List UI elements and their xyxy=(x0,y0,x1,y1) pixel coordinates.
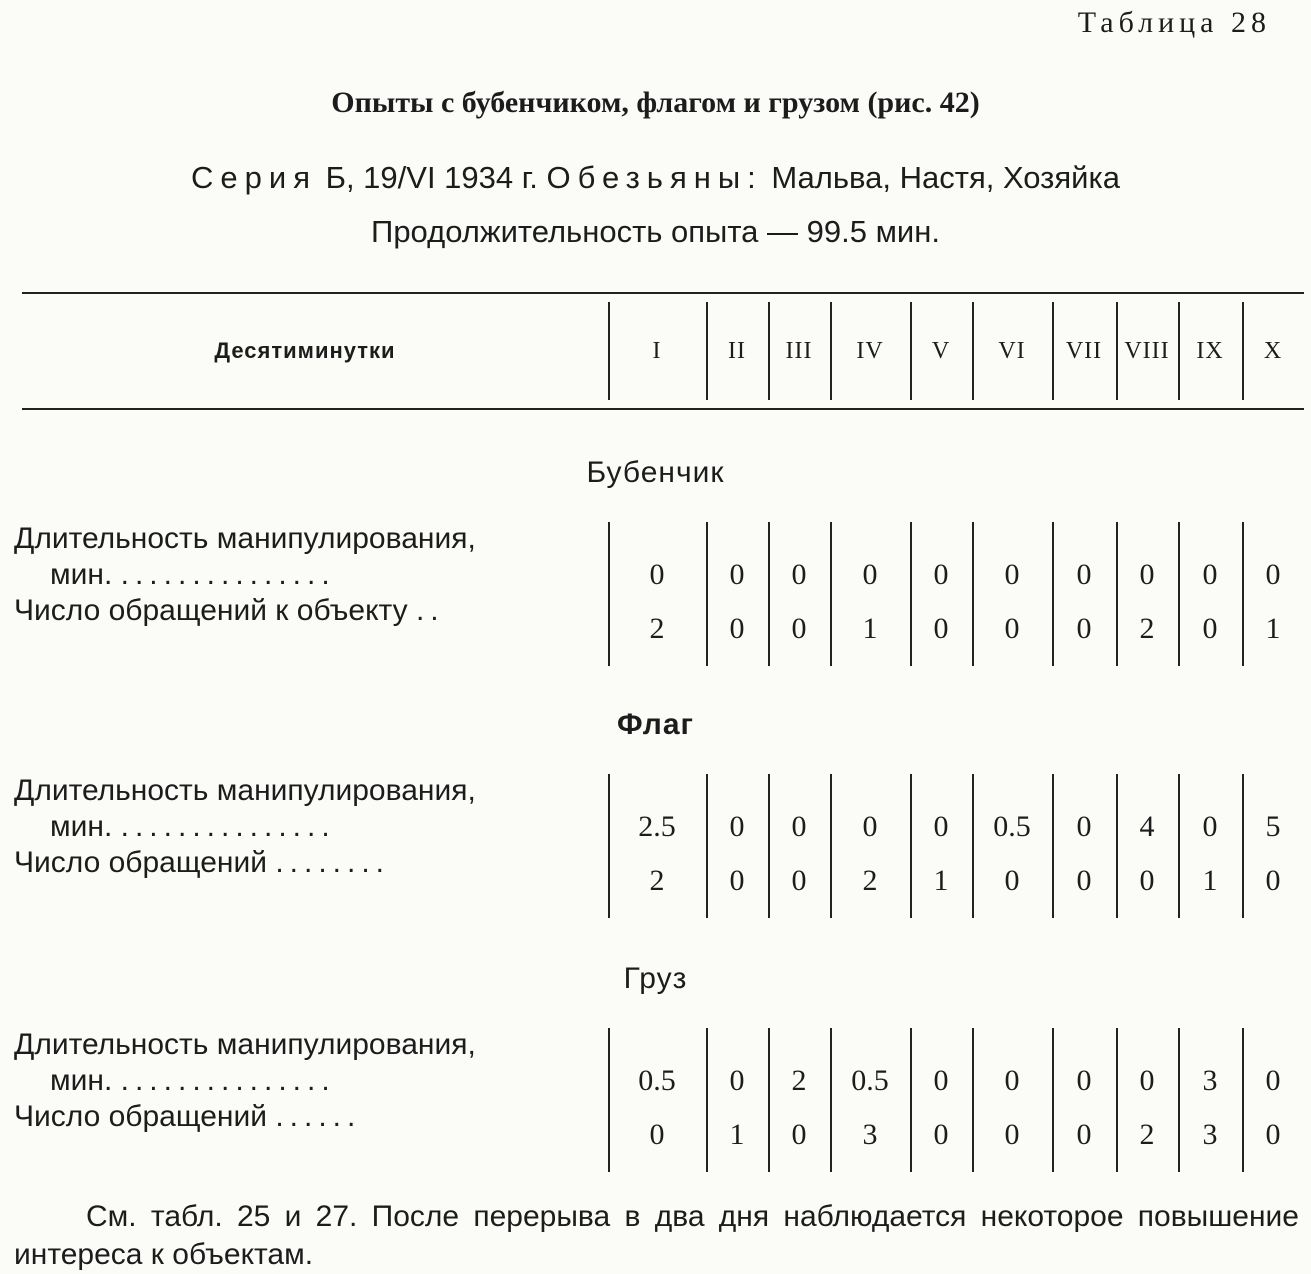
leader-dots: .. xyxy=(415,594,445,627)
table-cell: 1 xyxy=(933,864,949,897)
table-cell: 0 xyxy=(1076,558,1092,591)
column-rule xyxy=(910,302,912,400)
table-cell: 0 xyxy=(933,1118,949,1151)
column-rule xyxy=(706,774,708,918)
table-cell: 3 xyxy=(862,1118,878,1151)
column-header: I xyxy=(652,338,662,364)
column-rule xyxy=(1052,1028,1054,1172)
row-label-line: Длительность манипулирования, xyxy=(14,774,476,807)
column-rule xyxy=(1116,774,1118,918)
section-title: Груз xyxy=(623,962,688,995)
column-header: IV xyxy=(856,338,884,364)
row-label-line: Длительность манипулирования, xyxy=(14,1028,476,1061)
row-label-line: Число обращений к объекту xyxy=(14,594,408,627)
column-rule xyxy=(768,1028,770,1172)
table-cell: 2 xyxy=(1139,612,1155,645)
table-cell: 0 xyxy=(791,612,807,645)
series-word: Серия xyxy=(191,160,317,195)
table-cell: 0 xyxy=(1202,612,1218,645)
column-rule xyxy=(1178,522,1180,666)
table-cell: 2 xyxy=(1139,1118,1155,1151)
table-cell: 0 xyxy=(1076,612,1092,645)
table-cell: 0 xyxy=(649,558,665,591)
leader-dots: ............... xyxy=(120,810,336,843)
table-cell: 0 xyxy=(1265,864,1281,897)
column-rule xyxy=(910,1028,912,1172)
column-rule xyxy=(768,774,770,918)
column-rule xyxy=(706,302,708,400)
column-rule xyxy=(768,522,770,666)
table-cell: 0 xyxy=(1202,810,1218,843)
series-info: Б, 19/VI 1934 г. xyxy=(317,160,547,195)
table-title: Опыты с бубенчиком, флагом и грузом (рис. 42) xyxy=(331,86,980,119)
row-label-line: мин. xyxy=(50,558,113,591)
table-cell: 2 xyxy=(649,864,665,897)
table-cell: 2 xyxy=(862,864,878,897)
table-cell: 0 xyxy=(1004,1118,1020,1151)
column-rule xyxy=(1242,302,1244,400)
table-cell: 1 xyxy=(1265,612,1281,645)
column-rule xyxy=(1242,522,1244,666)
table-cell: 3 xyxy=(1202,1064,1218,1097)
column-rule xyxy=(1242,1028,1244,1172)
table-cell: 0 xyxy=(729,810,745,843)
column-rule xyxy=(972,1028,974,1172)
table-cell: 0 xyxy=(791,558,807,591)
table-cell: 0 xyxy=(1004,1064,1020,1097)
column-rule xyxy=(608,1028,610,1172)
table-cell: 5 xyxy=(1265,810,1281,843)
row-label-count xyxy=(14,594,445,628)
table-cell: 0 xyxy=(1265,1064,1281,1097)
column-rule xyxy=(768,302,770,400)
header-bottom-rule xyxy=(22,408,1304,410)
column-rule xyxy=(1052,302,1054,400)
column-rule xyxy=(608,522,610,666)
column-rule xyxy=(1178,774,1180,918)
table-cell: 0 xyxy=(729,558,745,591)
table-cell: 0 xyxy=(791,1118,807,1151)
row-label-count xyxy=(14,846,390,880)
column-rule xyxy=(1242,774,1244,918)
table-cell: 0 xyxy=(729,864,745,897)
column-rule xyxy=(1178,1028,1180,1172)
column-header: VI xyxy=(998,338,1026,364)
table-number: Таблица 28 xyxy=(1077,6,1271,39)
monkeys-word: Обезьяны: xyxy=(546,160,763,195)
table-cell: 0 xyxy=(1076,1064,1092,1097)
column-rule xyxy=(608,302,610,400)
column-rule xyxy=(706,522,708,666)
table-cell: 0 xyxy=(791,864,807,897)
row-label-unit xyxy=(50,1064,336,1098)
row-label-duration xyxy=(14,1028,476,1062)
row-label-line: Число обращений xyxy=(14,1100,267,1133)
table-cell: 0 xyxy=(933,1064,949,1097)
table-cell: 0 xyxy=(862,810,878,843)
column-rule xyxy=(1178,302,1180,400)
table-cell: 0 xyxy=(1004,612,1020,645)
table-cell: 0 xyxy=(933,810,949,843)
column-rule xyxy=(830,522,832,666)
table-cell: 0 xyxy=(1139,558,1155,591)
table-cell: 0 xyxy=(1076,1118,1092,1151)
column-rule xyxy=(972,522,974,666)
row-label-line: Длительность манипулирования, xyxy=(14,522,476,555)
column-header: IX xyxy=(1196,338,1224,364)
row-label-line: мин. xyxy=(50,1064,113,1097)
row-label-count xyxy=(14,1100,361,1134)
column-rule xyxy=(910,522,912,666)
duration-line: Продолжительность опыта — 99.5 мин. xyxy=(371,214,940,249)
footnote: См. табл. 25 и 27. После перерыва в два дня наблюдается некоторое повышение интереса к объектам. xyxy=(14,1200,1299,1271)
table-cell: 0 xyxy=(729,612,745,645)
table-cell: 0 xyxy=(1004,558,1020,591)
table-cell: 0.5 xyxy=(993,810,1031,843)
leader-dots: ............... xyxy=(120,558,336,591)
table-cell: 1 xyxy=(862,612,878,645)
section-title: Бубенчик xyxy=(586,456,725,489)
column-rule xyxy=(1052,774,1054,918)
table-cell: 2 xyxy=(791,1064,807,1097)
table-cell: 0 xyxy=(862,558,878,591)
row-label-duration xyxy=(14,774,476,808)
table-cell: 0 xyxy=(1139,1064,1155,1097)
column-header: V xyxy=(931,338,951,364)
column-rule xyxy=(1116,1028,1118,1172)
leader-dots: ........ xyxy=(275,846,390,879)
table-cell: 0 xyxy=(1076,810,1092,843)
column-header: III xyxy=(785,338,813,364)
column-rule xyxy=(910,774,912,918)
column-header: VIII xyxy=(1124,338,1170,364)
column-rule xyxy=(830,302,832,400)
column-rule xyxy=(1116,302,1118,400)
row-label-duration xyxy=(14,522,476,556)
column-rule xyxy=(972,302,974,400)
monkeys-names: Мальва, Настя, Хозяйка xyxy=(762,160,1120,195)
table-cell: 0 xyxy=(933,558,949,591)
column-rule xyxy=(830,1028,832,1172)
table-cell: 0 xyxy=(791,810,807,843)
table-cell: 1 xyxy=(1202,864,1218,897)
column-rule xyxy=(706,1028,708,1172)
table-cell: 0 xyxy=(1202,558,1218,591)
row-label-unit xyxy=(50,810,336,844)
table-cell: 0 xyxy=(1004,864,1020,897)
column-rule xyxy=(1116,522,1118,666)
table-cell: 0 xyxy=(729,1064,745,1097)
leader-dots: ............... xyxy=(120,1064,336,1097)
leader-dots: ...... xyxy=(275,1100,362,1133)
table-cell: 2.5 xyxy=(638,810,676,843)
column-header: II xyxy=(728,338,746,364)
column-rule xyxy=(1052,522,1054,666)
row-label-line: Число обращений xyxy=(14,846,267,879)
table-cell: 0.5 xyxy=(851,1064,889,1097)
column-header: VII xyxy=(1065,338,1103,364)
row-label-line: мин. xyxy=(50,810,113,843)
table-cell: 0 xyxy=(649,1118,665,1151)
table-cell: 0 xyxy=(1265,558,1281,591)
table-cell: 0 xyxy=(1139,864,1155,897)
table-cell: 2 xyxy=(649,612,665,645)
table-cell: 1 xyxy=(729,1118,745,1151)
row-label-unit xyxy=(50,558,336,592)
table-cell: 0.5 xyxy=(638,1064,676,1097)
table-top-rule xyxy=(22,292,1304,294)
column-rule xyxy=(608,774,610,918)
table-cell: 0 xyxy=(1265,1118,1281,1151)
column-rule xyxy=(830,774,832,918)
table-cell: 4 xyxy=(1139,810,1155,843)
table-cell: 0 xyxy=(933,612,949,645)
section-title: Флаг xyxy=(616,708,695,741)
series-line xyxy=(0,160,1311,196)
table-cell: 0 xyxy=(1076,864,1092,897)
column-rule xyxy=(972,774,974,918)
column-header: X xyxy=(1263,338,1283,364)
table-cell: 3 xyxy=(1202,1118,1218,1151)
header-label: Десятиминутки xyxy=(214,338,396,363)
